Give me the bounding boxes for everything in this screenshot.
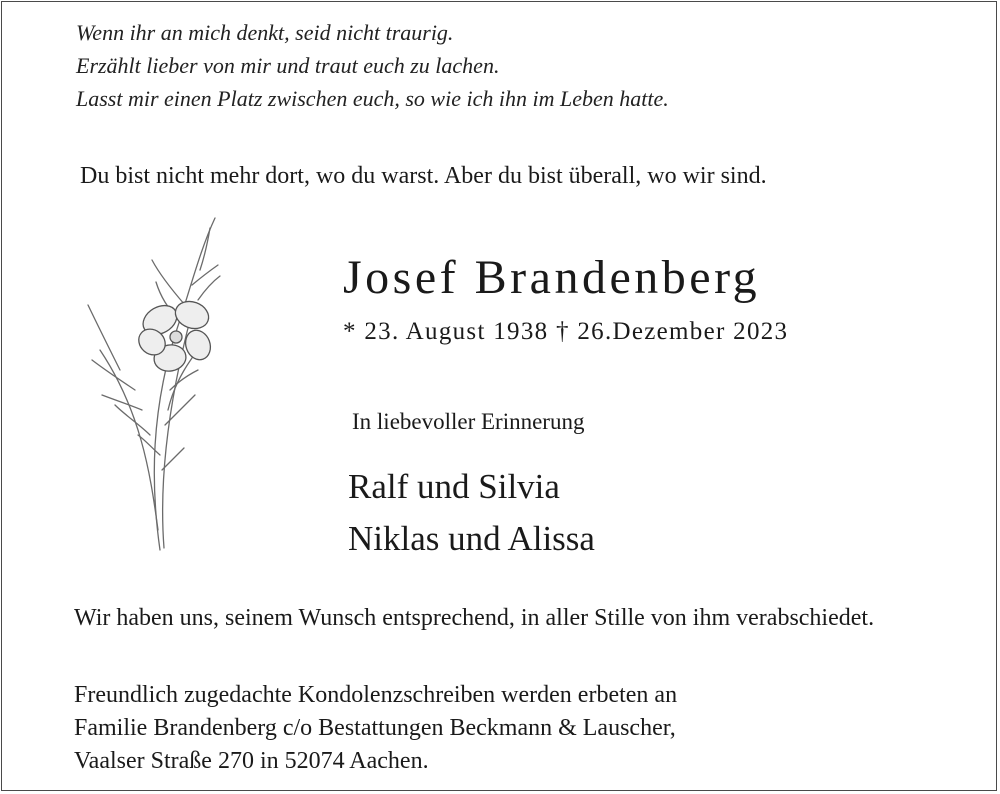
deceased-name: Josef Brandenberg [343, 251, 761, 304]
poem-line: Erzählt lieber von mir und traut euch zu lachen. [76, 53, 500, 78]
condolence-notice [74, 679, 677, 778]
condolence-line: Freundlich zugedachte Kondolenzschreiben werden erbeten an [74, 682, 678, 708]
flower-icon [80, 210, 230, 555]
mourner-line: Ralf und Silvia [348, 467, 560, 506]
mourner-line: Niklas und Alissa [348, 519, 595, 558]
poem-line: Lasst mir einen Platz zwischen euch, so wie ich ihn im Leben hatte. [76, 86, 669, 111]
poem-line: Wenn ihr an mich denkt, seid nicht traurig. [76, 20, 454, 45]
mourners [348, 461, 595, 565]
quote: Du bist nicht mehr dort, wo du warst. Aber du bist überall, wo wir sind. [80, 163, 767, 189]
life-dates: * 23. August 1938 † 26.Dezember 2023 [343, 318, 789, 345]
condolence-line: Familie Brandenberg c/o Bestattungen Beckmann & Lauscher, [74, 715, 676, 741]
poem [76, 16, 669, 115]
memory-label: In liebevoller Erinnerung [352, 409, 585, 434]
condolence-line: Vaalser Straße 270 in 52074 Aachen. [74, 748, 429, 774]
farewell-notice: Wir haben uns, seinem Wunsch entsprechend, in aller Stille von ihm verabschiedet. [74, 605, 875, 631]
